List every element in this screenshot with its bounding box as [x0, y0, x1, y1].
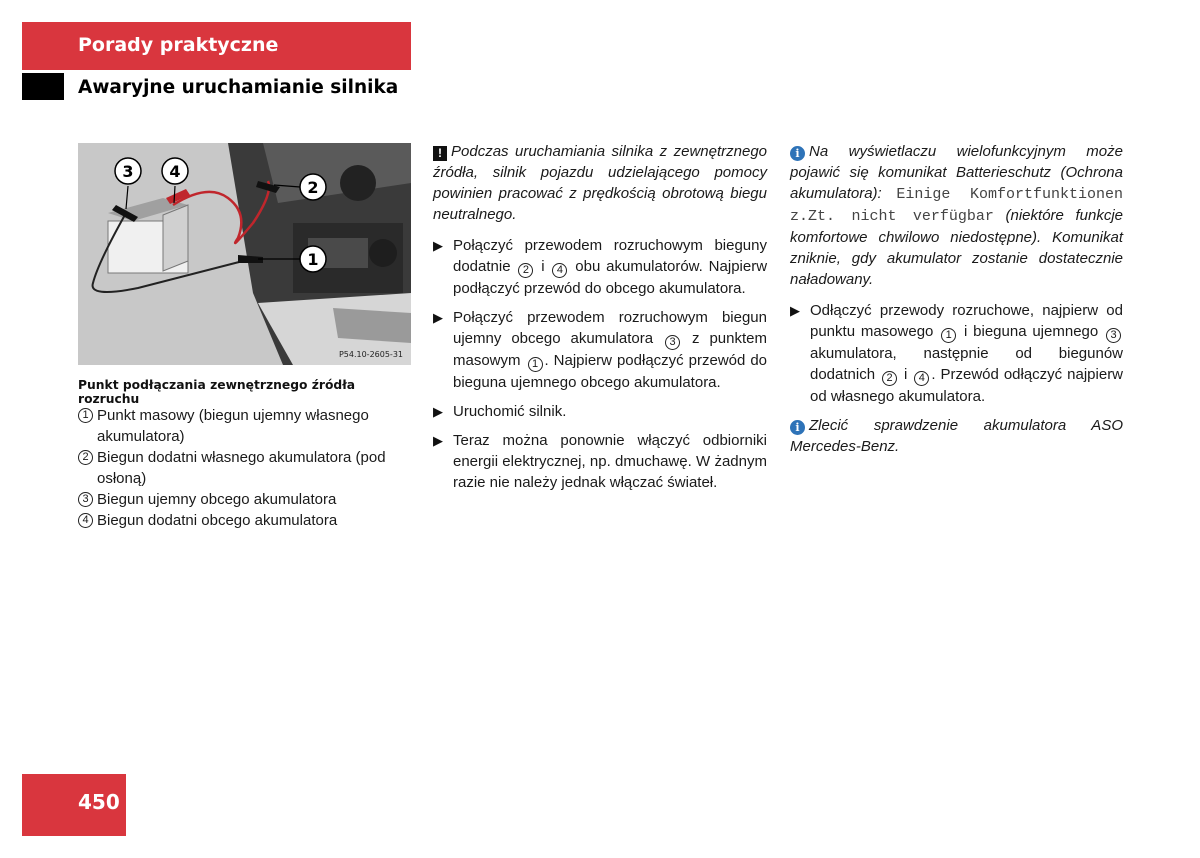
arrow-right-icon: ▶	[790, 303, 800, 318]
heading-marker	[22, 73, 64, 100]
svg-text:1: 1	[307, 250, 319, 269]
figure-caption: Punkt podłączania zewnętrznego źródła rozruchu	[78, 378, 356, 406]
column-instructions	[433, 141, 767, 501]
info-note: i Zlecić sprawdzenie akumulatora ASO Mercedes-Benz.	[790, 417, 1123, 455]
legend-item: 2 Biegun dodatni własnego akumulatora (pod osłoną)	[78, 447, 412, 489]
section-title: Porady praktyczne	[78, 34, 279, 56]
arrow-right-icon: ▶	[433, 433, 443, 448]
callout-1	[300, 246, 326, 272]
number-badge: 1	[78, 408, 93, 423]
number-badge: 2	[518, 263, 533, 278]
number-badge: 1	[528, 357, 543, 372]
arrow-right-icon: ▶	[433, 310, 443, 325]
number-badge: 1	[941, 328, 956, 343]
jump-start-illustration	[78, 143, 411, 365]
callout-4	[162, 158, 188, 184]
number-badge: 4	[914, 371, 929, 386]
callout-2	[300, 174, 326, 200]
number-badge: 3	[665, 335, 680, 350]
info-note: i Na wyświetlaczu wielofunkcyjnym może pojawić się komunikat Batterieschutz (Ochrona akumulatora): Einige Komfortfunktionen z.Zt. nicht verfügbar (niektóre funkcje komfortowe chwilowo niedostępne). Komunikat zniknie, gdy akumulator zostanie dostatecznie naładowany.	[790, 143, 1124, 288]
number-badge: 2	[78, 450, 93, 465]
legend-item: 4 Biegun dodatni obcego akumulatora	[78, 510, 412, 531]
figure-legend	[78, 405, 412, 531]
step-item: ▶ Odłączyć przewody rozruchowe, najpierw od punktu masowego 1 i bieguna ujemnego 3 akumulatora, następnie od biegunów dodatnich 2 i 4 . Przewód odłączyć najpierw od własnego akumulatora.	[790, 302, 1124, 405]
svg-text:4: 4	[169, 162, 181, 181]
page-title: Awaryjne uruchamianie silnika	[78, 77, 399, 98]
warning-note: ! Podczas uruchamiania silnika z zewnętrznego źródła, silnik pojazdu udzielającego pomocy powinien pracować z prędkością obrotową biegu neutralnego.	[433, 143, 767, 223]
figure-code: P54.10-2605-31	[338, 350, 403, 359]
number-badge: 4	[78, 513, 93, 528]
legend-item: 3 Biegun ujemny obcego akumulatora	[78, 489, 412, 510]
number-badge: 3	[1106, 328, 1121, 343]
arrow-right-icon: ▶	[433, 404, 443, 419]
svg-text:3: 3	[122, 162, 134, 181]
arrow-right-icon: ▶	[433, 238, 443, 253]
section-tab	[22, 22, 411, 70]
callout-3	[115, 158, 141, 184]
step-item: ▶ Połączyć przewodem rozruchowym biegun ujemny obcego akumulatora 3 z punktem masowym 1 . Najpierw podłączyć przewód do bieguna ujemnego obcego akumulatora.	[433, 309, 767, 391]
info-icon: i	[790, 420, 805, 435]
step-item: ▶ Uruchomić silnik.	[433, 403, 567, 420]
page-number: 450	[22, 774, 126, 836]
step-item: ▶ Połączyć przewodem rozruchowym bieguny dodatnie 2 i 4 obu akumulatorów. Najpierw podłączyć przewód do obcego akumulatora.	[433, 237, 768, 297]
number-badge: 2	[882, 371, 897, 386]
number-badge: 4	[552, 263, 567, 278]
display-message: Einige Komfortfunktionen z.Zt. nicht verfügbar	[790, 186, 1123, 225]
warning-icon: !	[433, 146, 447, 161]
step-item: ▶ Teraz można ponownie włączyć odbiorniki energii elektrycznej, np. dmuchawę. W żadnym razie nie należy jednak włączać świateł.	[433, 432, 767, 491]
legend-item: 1 Punkt masowy (biegun ujemny własnego akumulatora)	[78, 405, 412, 447]
number-badge: 3	[78, 492, 93, 507]
svg-text:2: 2	[307, 178, 319, 197]
info-icon: i	[790, 146, 805, 161]
column-notes	[790, 141, 1123, 467]
